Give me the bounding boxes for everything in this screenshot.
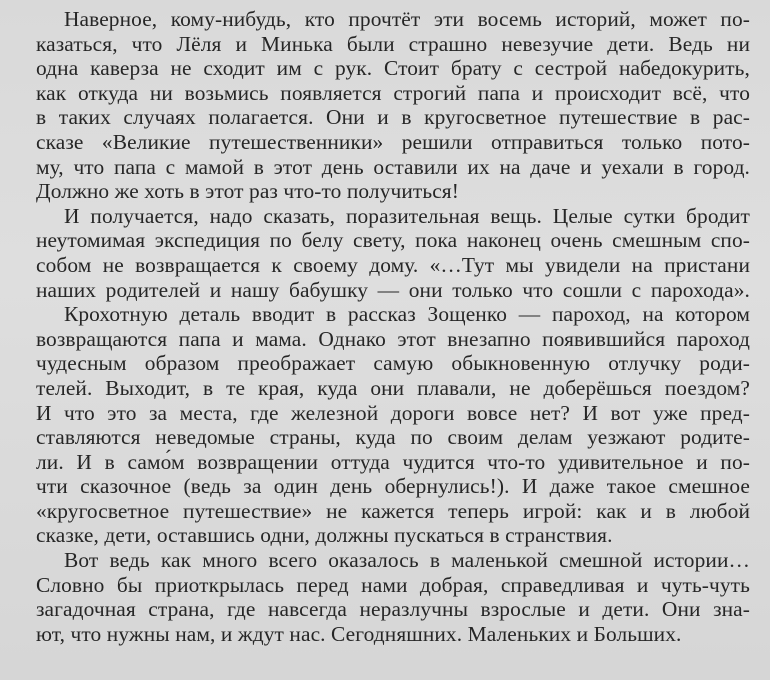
paragraph-1	[36, 7, 750, 204]
text-line: чти сказочное (ведь за один день обернулись!). И даже такое смешное	[36, 474, 750, 499]
text-line: наших родителей и нашу бабушку — они только что сошли с парохода».	[36, 277, 750, 302]
text-line: ли. И в само́м возвращении оттуда чудится что-то удивительное и по-	[36, 449, 750, 474]
text-line: возвращаются папа и мама. Однако этот внезапно появившийся пароход	[36, 326, 750, 351]
text-line: Словно бы приоткрылась перед нами добрая, справедливая и чуть-чуть	[36, 572, 750, 597]
text-line: загадочная страна, где навсегда неразлучны взрослые и дети. Они зна-	[36, 597, 750, 622]
text-line: И что это за места, где железной дороги вовсе нет? И вот уже пред-	[36, 400, 750, 425]
text-line: как откуда ни возьмись появляется строгий папа и происходит всё, что	[36, 80, 750, 105]
text-line: собом не возвращается к своему дому. «…Тут мы увидели на пристани	[36, 252, 750, 277]
text-line: телей. Выходит, в те края, куда они плавали, не доберёшься поездом?	[36, 375, 750, 400]
text-line: Наверное, кому-нибудь, кто прочтёт эти восемь историй, может по-	[64, 7, 750, 31]
text-line: казаться, что Лёля и Минька были страшно невезучие дети. Ведь ни	[36, 31, 750, 56]
text-line: чудесным образом преображает самую обыкновенную отлучку роди-	[36, 351, 750, 376]
text-line: И получается, надо сказать, поразительная вещь. Целые сутки бродит	[64, 203, 750, 228]
text-line: в таких случаях полагается. Они и в кругосветное путешествие в рас-	[36, 105, 750, 130]
paragraph-2	[36, 204, 750, 302]
text-line: му, что папа с мамой в этот день оставили их на даче и уехали в город.	[36, 154, 750, 179]
paragraph-3	[36, 302, 750, 548]
text-line: одна каверза не сходит им с рук. Стоит брату с сестрой набедокурить,	[36, 56, 750, 81]
text-line: Вот ведь как много всего оказалось в маленькой смешной истории…	[64, 548, 750, 573]
text-line: ставляются неведомые страны, куда по своим делам уезжают родите-	[36, 425, 750, 450]
paragraph-4	[36, 548, 750, 646]
text-line: неутомимая экспедиция по белу свету, пока наконец очень смешным спо-	[36, 228, 750, 253]
text-line: ют, что нужны нам, и ждут нас. Сегодняшних. Маленьких и Больших.	[36, 621, 682, 646]
text-line: Крохотную деталь вводит в рассказ Зощенко — пароход, на котором	[64, 302, 750, 327]
text-line: «кругосветное путешествие» не кажется теперь игрой: как и в любой	[36, 498, 750, 523]
text-line: Должно же хоть в этот раз что-то получиться!	[36, 179, 459, 204]
text-line: сказе «Великие путешественники» решили отправиться только пото-	[36, 129, 750, 154]
text-line: сказке, дети, оставшись одни, должны пускаться в странствия.	[36, 523, 613, 548]
